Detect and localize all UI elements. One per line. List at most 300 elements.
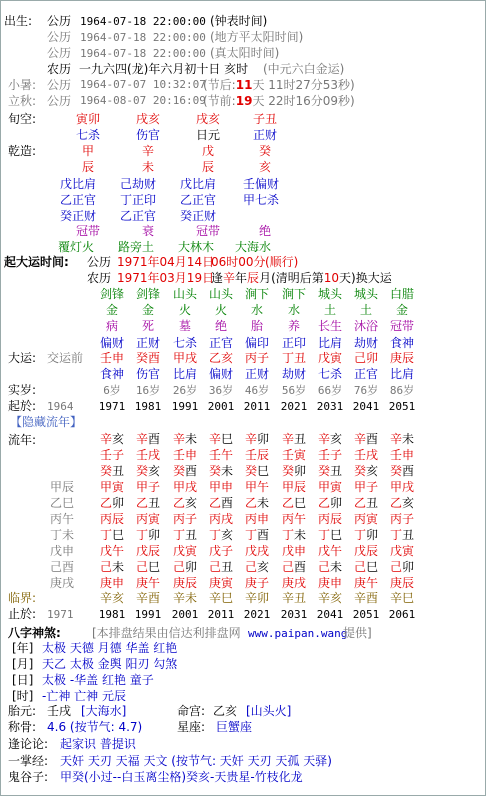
- liunian-gan: 丙: [135, 512, 148, 526]
- shensha-row-key: [月]: [12, 657, 34, 671]
- taiyuan-label: 胎元:: [8, 704, 37, 718]
- liunian-cell: [94, 464, 130, 478]
- dayun-gan: 丙: [244, 351, 257, 365]
- liunian-zhi: 戌: [221, 512, 234, 526]
- liunian-cell: [312, 464, 348, 478]
- liqiu-note: [203, 94, 355, 108]
- xiaoshu-datetime: 1964-07-07 10:32:07: [80, 78, 206, 91]
- qiyun-lunar-date: 1971年03月19日: [117, 271, 215, 285]
- liunian-cell: [203, 480, 239, 494]
- liunian-gan: 癸: [172, 464, 185, 478]
- qiyun-cal: 公历: [87, 255, 112, 269]
- taiyuan-nayin: [大海水]: [81, 704, 127, 718]
- dayun-ganzhi: [130, 351, 166, 365]
- liunian-zhi: 巳: [257, 464, 270, 478]
- liunian-zhi: 丑: [402, 528, 415, 542]
- liunian-zhi: 午: [330, 544, 343, 558]
- xunkong-cell: 戌亥: [195, 112, 220, 126]
- lunar-date: 一九六四(龙)年六月初十日 亥时: [79, 62, 249, 76]
- liunian-cell: [348, 464, 384, 478]
- shensha-row-values: -亡神 亡神 元辰: [42, 689, 126, 703]
- liunian-end-year: 2051: [352, 608, 380, 621]
- liunian-gan: 戊: [244, 544, 257, 558]
- dayun-zhi: 子: [257, 351, 270, 365]
- liunian-gan: 癸: [135, 464, 148, 478]
- dayun-age: 26岁: [172, 384, 198, 397]
- qiyun-time: 06时00分: [211, 255, 266, 269]
- dayun-year: 2011: [243, 400, 271, 413]
- liunian-gan: 乙: [244, 496, 257, 510]
- birth-row-datetime: 1964-07-18 22:00:00: [80, 47, 206, 60]
- liunian-zhi: 亥: [257, 560, 270, 574]
- shensha-title: 八字神煞:: [8, 626, 61, 640]
- pillar-canggan: 己劫财: [120, 177, 157, 191]
- guigu-label: 鬼谷子:: [8, 770, 49, 784]
- liunian-gan: 己: [135, 560, 148, 574]
- dayun-zhi-shishen: 正财: [244, 367, 269, 381]
- pillar-gan: 癸: [258, 144, 271, 158]
- liunian-gan: 辛: [99, 432, 112, 446]
- liunian-gan: 己: [99, 560, 112, 574]
- liunian-zhi: 未: [330, 560, 343, 574]
- liunian-cell: [130, 480, 166, 494]
- liunian-cell: [276, 448, 312, 462]
- liunian-cell: [239, 448, 275, 462]
- liunian-zhi: 巳: [112, 528, 125, 542]
- liunian-cell: [384, 496, 420, 510]
- birth-row-datetime: 1964-07-18 22:00:00: [80, 15, 206, 28]
- pillar-zhi: 辰: [201, 160, 214, 174]
- liunian-gan: 乙: [172, 496, 185, 510]
- liunian-gan: 庚: [353, 576, 366, 590]
- dayun-zhi-shishen: 伤官: [135, 367, 160, 381]
- liunian-gan: 甲: [353, 480, 366, 494]
- liunian-gan: 丁: [389, 528, 402, 542]
- liunian-cell: [203, 448, 239, 462]
- liunian-zhi: 卯: [148, 528, 161, 542]
- liunian-gan: 乙: [353, 496, 366, 510]
- liunian-gan: 乙: [389, 496, 402, 510]
- liunian-zhi: 卯: [294, 464, 307, 478]
- liunian-gan: 甲: [208, 480, 221, 494]
- qiyun-lunar-cal: 农历: [87, 271, 112, 285]
- shensha-row-key: [年]: [12, 641, 34, 655]
- start-pre-year: 1964: [47, 400, 74, 413]
- liunian-zhi: 卯: [112, 496, 125, 510]
- liunian-gan: 庚: [172, 576, 185, 590]
- qiyun-note-a: 逢: [211, 271, 224, 285]
- liunian-cell: [384, 544, 420, 558]
- liunian-zhi: 酉: [185, 464, 198, 478]
- birth-row-cal: 公历: [47, 46, 72, 60]
- liunian-cell: [203, 432, 239, 446]
- liunian-gan: 庚: [281, 576, 294, 590]
- liunian-gan: 乙: [317, 496, 330, 510]
- dayun-changsheng: 墓: [178, 319, 191, 333]
- dayun-ganzhi: [384, 351, 420, 365]
- liunian-zhi: 子: [257, 576, 270, 590]
- dayun-gan-shishen: 食神: [389, 336, 414, 350]
- liunian-zhi: 戌: [294, 576, 307, 590]
- liunian-cell: [130, 448, 166, 462]
- liunian-end-year: 2061: [388, 608, 416, 621]
- liunian-zhi: 寅: [366, 512, 379, 526]
- dayun-zhi: 亥: [221, 351, 234, 365]
- liunian-cell: [276, 512, 312, 526]
- qiyun-note-days: 10: [323, 271, 340, 285]
- liunian-zhi: 巳: [366, 560, 379, 574]
- liunian-cell: [167, 464, 203, 478]
- liunian-gan: 丁: [208, 528, 221, 542]
- liunian-cell: [384, 464, 420, 478]
- pillar-nayin: 覆灯火: [58, 240, 95, 254]
- minggong-nayin: [山头火]: [246, 704, 292, 718]
- liunian-zhi: 寅: [402, 544, 415, 558]
- pillar-canggan: 壬偏财: [243, 177, 280, 191]
- liunian-gan: 壬: [389, 448, 402, 462]
- dayun-age: 86岁: [389, 384, 415, 397]
- liunian-gan: 庚: [317, 576, 330, 590]
- qiyun-label: 起大运时间:: [4, 255, 69, 269]
- liunian-gan: 庚: [244, 576, 257, 590]
- dayun-nayin: 城头: [353, 287, 378, 301]
- liunian-cell: [276, 544, 312, 558]
- qiyun-note-c: 月(清明后第: [259, 271, 324, 285]
- liunian-pre-cell: 庚戌: [50, 576, 75, 590]
- liunian-cell: [167, 560, 203, 574]
- liunian-cell: [348, 432, 384, 446]
- pillar-changsheng: 冠带: [195, 224, 220, 238]
- liunian-zhi: 戌: [185, 480, 198, 494]
- liunian-zhi: 子: [330, 448, 343, 462]
- dayun-gan: 庚: [389, 351, 402, 365]
- liunian-zhi: 辰: [148, 544, 161, 558]
- liunian-zhi: 午: [112, 544, 125, 558]
- liunian-gan: 庚: [99, 576, 112, 590]
- liunian-gan: 戊: [172, 544, 185, 558]
- liunian-zhi: 未: [257, 496, 270, 510]
- liunian-zhi: 子: [185, 512, 198, 526]
- liunian-zhi: 巳: [148, 560, 161, 574]
- dayun-wuxing: 金: [105, 303, 118, 317]
- qiyun-dir: (顺行): [265, 255, 299, 269]
- pillar-canggan: 乙正官: [120, 209, 157, 223]
- xiaoshu-days: 11: [235, 78, 253, 92]
- pillar-canggan: 癸正财: [60, 209, 97, 223]
- dayun-zhi-shishen: 七杀: [317, 367, 342, 381]
- dayun-gan-shishen: 偏印: [244, 336, 269, 350]
- liunian-zhi: 亥: [402, 496, 415, 510]
- liunian-zhi: 酉: [257, 528, 270, 542]
- liunian-gan: 戊: [317, 544, 330, 558]
- dayun-changsheng: 病: [105, 319, 118, 333]
- dayun-nayin: 城头: [317, 287, 342, 301]
- dayun-nayin: 剑锋: [99, 287, 124, 301]
- liunian-cell: [348, 448, 384, 462]
- liunian-cell: [312, 512, 348, 526]
- liunian-cell: [167, 528, 203, 542]
- liunian-gan: 戊: [135, 544, 148, 558]
- qiyun-note-hl2: 辰: [247, 271, 260, 285]
- liunian-gan: 庚: [135, 576, 148, 590]
- yizhang-value: 天奸 天刃 天福 天文 (按节气: 天奸 天刃 天孤 天驿): [60, 754, 332, 768]
- dayun-gan: 壬: [99, 351, 112, 365]
- liunian-cell: [94, 528, 130, 542]
- dayun-zhi: 戌: [185, 351, 198, 365]
- liunian-cell: [348, 480, 384, 494]
- liunian-zhi: 巳: [221, 432, 234, 446]
- linmeng-cell: 辛亥: [99, 591, 124, 605]
- liunian-gan: 癸: [99, 464, 112, 478]
- liqiu-datetime: 1964-08-07 20:16:09: [80, 94, 206, 107]
- liunian-cell: [94, 512, 130, 526]
- liunian-pre-cell: 丙午: [50, 512, 75, 526]
- liunian-zhi: 辰: [402, 576, 415, 590]
- liunian-zhi: 亥: [185, 496, 198, 510]
- liunian-end-year: 1981: [98, 608, 126, 621]
- liunian-cell: [167, 432, 203, 446]
- dayun-zhi: 卯: [366, 351, 379, 365]
- dayun-changsheng: 养: [287, 319, 300, 333]
- liunian-cell: [312, 560, 348, 574]
- liunian-cell: [384, 528, 420, 542]
- qiyun-note-hl: 辛: [223, 271, 236, 285]
- dayun-zhi-shishen: 比肩: [172, 367, 197, 381]
- xunkong-cell: 戌亥: [135, 112, 160, 126]
- liunian-zhi: 辰: [257, 448, 270, 462]
- hidden-liunian-toggle[interactable]: 【隐藏流年】: [10, 415, 83, 429]
- birth-row-note: (地方平太阳时间): [210, 30, 304, 44]
- xunkong-cell: 子丑: [252, 112, 277, 126]
- liunian-zhi: 子: [402, 512, 415, 526]
- liunian-zhi: 丑: [185, 528, 198, 542]
- paipan-site-link[interactable]: www.paipan.wang: [248, 627, 348, 640]
- dayun-wuxing: 火: [178, 303, 191, 317]
- liunian-cell: [130, 560, 166, 574]
- liunian-end-year: 2001: [171, 608, 199, 621]
- liunian-cell: [130, 576, 166, 590]
- shensha-row-key: [日]: [12, 673, 34, 687]
- liunian-zhi: 亥: [366, 464, 379, 478]
- liunian-zhi: 申: [185, 448, 198, 462]
- pillar-canggan: 甲七杀: [243, 193, 280, 207]
- pillar-canggan: 乙正官: [60, 193, 97, 207]
- liunian-zhi: 巳: [294, 496, 307, 510]
- liunian-zhi: 辰: [185, 576, 198, 590]
- liunian-gan: 辛: [135, 432, 148, 446]
- liunian-zhi: 子: [112, 448, 125, 462]
- liunian-cell: [239, 576, 275, 590]
- liunian-zhi: 酉: [402, 464, 415, 478]
- dayun-gan-shishen: 正官: [208, 336, 233, 350]
- liunian-gan: 戊: [281, 544, 294, 558]
- xunkong-label: 旬空:: [8, 112, 37, 126]
- pillar-zhi: 未: [141, 160, 154, 174]
- liunian-cell: [276, 480, 312, 494]
- liunian-gan: 丁: [244, 528, 257, 542]
- liunian-cell: [94, 480, 130, 494]
- dayun-age: 66岁: [317, 384, 343, 397]
- shensha-note-b: 提供]: [343, 626, 372, 640]
- liunian-cell: [348, 496, 384, 510]
- liunian-zhi: 戌: [402, 480, 415, 494]
- liunian-zhi: 午: [257, 480, 270, 494]
- liunian-cell: [276, 528, 312, 542]
- dayun-nayin: 白腊: [389, 287, 414, 301]
- liunian-gan: 甲: [244, 480, 257, 494]
- chenggu-label: 称骨:: [8, 720, 37, 734]
- liunian-gan: 壬: [353, 448, 366, 462]
- liunian-zhi: 丑: [330, 464, 343, 478]
- liunian-cell: [312, 448, 348, 462]
- dayun-wuxing: 水: [287, 303, 300, 317]
- liunian-zhi: 寅: [185, 544, 198, 558]
- pillar-canggan: 戊比肩: [180, 177, 217, 191]
- liunian-end-year: 2041: [316, 608, 344, 621]
- dayun-pre-label: 交运前: [47, 351, 84, 365]
- liunian-gan: 丁: [172, 528, 185, 542]
- liunian-cell: [384, 576, 420, 590]
- liunian-gan: 庚: [389, 576, 402, 590]
- liunian-zhi: 午: [294, 512, 307, 526]
- dayun-year: 1991: [171, 400, 199, 413]
- liunian-zhi: 午: [221, 448, 234, 462]
- liunian-cell: [130, 432, 166, 446]
- linmeng-cell: 辛丑: [281, 591, 306, 605]
- liunian-gan: 丙: [172, 512, 185, 526]
- dayun-year: 1981: [134, 400, 162, 413]
- liunian-cell: [348, 512, 384, 526]
- age-label: 实岁:: [8, 383, 37, 397]
- liunian-cell: [130, 512, 166, 526]
- linmeng-cell: 辛酉: [135, 591, 160, 605]
- liunian-zhi: 寅: [330, 480, 343, 494]
- dayun-ganzhi: [94, 351, 130, 365]
- dayun-nayin: 涧下: [244, 287, 269, 301]
- birth-row-datetime: 1964-07-18 22:00:00: [80, 31, 206, 44]
- xunkong-cell: 寅卯: [75, 112, 100, 126]
- dayun-gan: 戊: [317, 351, 330, 365]
- liunian-zhi: 卯: [257, 432, 270, 446]
- liunian-zhi: 酉: [221, 496, 234, 510]
- liunian-gan: 壬: [135, 448, 148, 462]
- dayun-age: 46岁: [244, 384, 270, 397]
- dayun-zhi-shishen: 比肩: [389, 367, 414, 381]
- liunian-cell: [203, 496, 239, 510]
- linmeng-cell: 辛巳: [389, 591, 414, 605]
- liunian-cell: [348, 528, 384, 542]
- pillar-canggan: 乙正官: [180, 193, 217, 207]
- dayun-ganzhi: [203, 351, 239, 365]
- dayun-gan-shishen: 偏财: [99, 336, 124, 350]
- dayun-ganzhi: [348, 351, 384, 365]
- qiyun-note-d: 天)换大运: [339, 271, 392, 285]
- liunian-pre-cell: 甲辰: [50, 480, 75, 494]
- liunian-zhi: 丑: [366, 496, 379, 510]
- pillar-shishen: 七杀: [75, 128, 100, 142]
- liunian-gan: 丙: [353, 512, 366, 526]
- liunian-gan: 戊: [99, 544, 112, 558]
- liunian-gan: 癸: [353, 464, 366, 478]
- dayun-nayin: 山头: [208, 287, 233, 301]
- liunian-gan: 己: [389, 560, 402, 574]
- liunian-gan: 癸: [317, 464, 330, 478]
- liunian-cell: [130, 544, 166, 558]
- liunian-cell: [312, 528, 348, 542]
- dayun-zhi: 酉: [148, 351, 161, 365]
- liunian-cell: [239, 464, 275, 478]
- dayun-age: 56岁: [281, 384, 307, 397]
- liunian-gan: 己: [317, 560, 330, 574]
- liunian-cell: [203, 528, 239, 542]
- linmeng-cell: 辛巳: [208, 591, 233, 605]
- liunian-gan: 戊: [208, 544, 221, 558]
- dayun-gan-shishen: 比肩: [317, 336, 342, 350]
- liunian-zhi: 巳: [330, 528, 343, 542]
- liunian-gan: 辛: [208, 432, 221, 446]
- dayun-year: 2031: [316, 400, 344, 413]
- pillar-canggan: 戊比肩: [60, 177, 97, 191]
- liunian-zhi: 未: [112, 560, 125, 574]
- liunian-cell: [167, 576, 203, 590]
- liunian-cell: [203, 576, 239, 590]
- liunian-cell: [384, 448, 420, 462]
- liunian-gan: 癸: [281, 464, 294, 478]
- liunian-gan: 癸: [244, 464, 257, 478]
- shensha-row-values: 太极 -华盖 红艳 童子: [42, 673, 154, 687]
- liunian-cell: [94, 496, 130, 510]
- dayun-nayin: 涧下: [281, 287, 306, 301]
- minggong-label: 命宫:: [177, 704, 206, 718]
- dayun-zhi-shishen: 偏财: [208, 367, 233, 381]
- liunian-cell: [276, 576, 312, 590]
- liunian-zhi: 丑: [294, 432, 307, 446]
- liunian-gan: 辛: [389, 432, 402, 446]
- liqiu-note-a: (节前:: [203, 94, 236, 108]
- liunian-zhi: 戌: [148, 448, 161, 462]
- pillar-changsheng: 衰: [141, 224, 154, 238]
- liunian-end-year: 2011: [207, 608, 235, 621]
- dayun-zhi-shishen: 劫财: [281, 367, 306, 381]
- liunian-zhi: 辰: [330, 512, 343, 526]
- liunian-cell: [167, 480, 203, 494]
- liunian-cell: [312, 496, 348, 510]
- dayun-gan-shishen: 劫财: [353, 336, 378, 350]
- liunian-zhi: 寅: [148, 512, 161, 526]
- linmeng-cell: 辛未: [172, 591, 197, 605]
- liunian-gan: 丁: [353, 528, 366, 542]
- liunian-cell: [94, 544, 130, 558]
- liqiu-cal: 公历: [47, 94, 72, 108]
- linmeng-label: 临界:: [8, 591, 37, 605]
- liunian-zhi: 丑: [221, 560, 234, 574]
- liunian-pre-cell: 丁未: [50, 528, 75, 542]
- liunian-gan: 丙: [281, 512, 294, 526]
- liunian-zhi: 亥: [112, 432, 125, 446]
- dayun-age: 16岁: [135, 384, 161, 397]
- liunian-gan: 丙: [208, 512, 221, 526]
- pillar-shishen: 日元: [195, 128, 220, 142]
- liunian-cell: [167, 544, 203, 558]
- liunian-cell: [384, 512, 420, 526]
- liqiu-days: 19: [235, 94, 253, 108]
- liunian-gan: 己: [172, 560, 185, 574]
- linmeng-cell: 辛亥: [317, 591, 342, 605]
- liunian-zhi: 卯: [330, 496, 343, 510]
- pillar-zhi: 亥: [258, 160, 271, 174]
- liunian-cell: [94, 448, 130, 462]
- dayun-ganzhi: [312, 351, 348, 365]
